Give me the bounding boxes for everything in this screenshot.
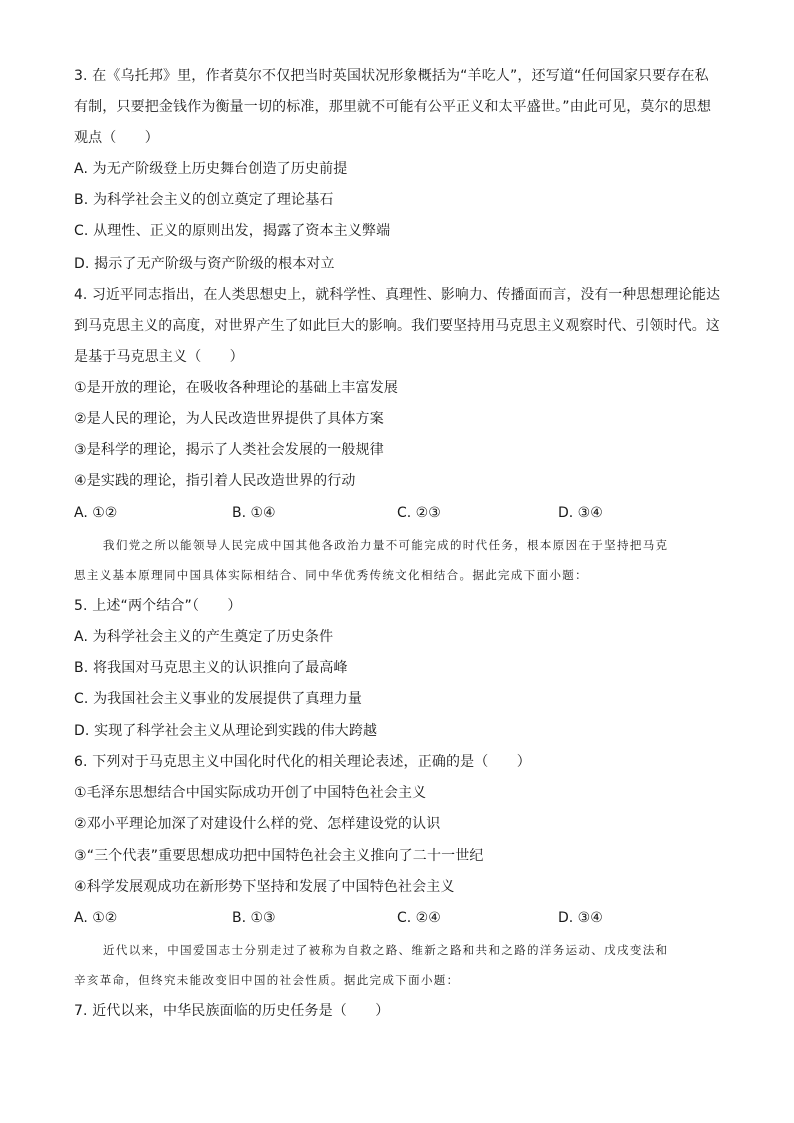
q3-option-a: A. 为无产阶级登上历史舞台创造了历史前提: [74, 161, 348, 177]
q6-stem: 6. 下列对于马克思主义中国化时代化的相关理论表述，正确的是（ ）: [74, 754, 531, 770]
q3-stem-line3: 观点（ ）: [74, 130, 159, 146]
q4-choice-a: A. ①②: [74, 505, 118, 521]
q3-option-d: D. 揭示了无产阶级与资产阶级的根本对立: [74, 256, 335, 272]
q4-stem-line3: 是基于马克思主义（ ）: [74, 349, 244, 365]
material1-line2: 思主义基本原理同中国具体实际相结合、同中华优秀传统文化相结合。据此完成下面小题：: [74, 568, 588, 582]
q4-stem-line2: 到马克思主义的高度，对世界产生了如此巨大的影响。我们要坚持用马克思主义观察时代、引领时代。这: [74, 318, 720, 334]
q3-option-c: C. 从理性、正义的原则出发，揭露了资本主义弊端: [74, 223, 391, 239]
q4-choices: [74, 503, 714, 523]
q4-choice-d: D. ③④: [558, 505, 603, 521]
q6-statement-2: ②邓小平理论加深了对建设什么样的党、怎样建设党的认识: [74, 816, 441, 832]
q6-choice-a: A. ①②: [74, 910, 118, 926]
q7-stem: 7. 近代以来，中华民族面临的历史任务是（ ）: [74, 1003, 390, 1019]
material1-line1: 我们党之所以能领导人民完成中国其他各政治力量不可能完成的时代任务，根本原因在于坚持把马克: [103, 538, 669, 552]
q4-choice-c: C. ②③: [397, 505, 441, 521]
q5-option-d: D. 实现了科学社会主义从理论到实践的伟大跨越: [74, 723, 378, 739]
q4-stem-line1: 4. 习近平同志指出，在人类思想史上，就科学性、真理性、影响力、传播面而言，没有一种思想理论能达: [74, 287, 721, 303]
q3-option-b: B. 为科学社会主义的创立奠定了理论基石: [74, 192, 334, 208]
material2-line2: 辛亥革命，但终究未能改变旧中国的社会性质。据此完成下面小题：: [74, 973, 460, 987]
q5-option-c: C. 为我国社会主义事业的发展提供了真理力量: [74, 691, 362, 707]
q5-stem: 5. 上述“两个结合”（ ）: [74, 598, 242, 614]
q5-option-b: B. 将我国对马克思主义的认识推向了最高峰: [74, 660, 348, 676]
q4-statement-3: ③是科学的理论，揭示了人类社会发展的一般规律: [74, 442, 384, 458]
material2-line1: 近代以来，中国爱国志士分别走过了被称为自救之路、维新之路和共和之路的洋务运动、戊戌变法和: [103, 943, 669, 957]
q4-choice-b: B. ①④: [232, 505, 276, 521]
q6-statement-1: ①毛泽东思想结合中国实际成功开创了中国特色社会主义: [74, 785, 427, 801]
q4-statement-1: ①是开放的理论，在吸收各种理论的基础上丰富发展: [74, 380, 398, 396]
q6-choice-d: D. ③④: [558, 910, 603, 926]
q6-statement-3: ③“三个代表”重要思想成功把中国特色社会主义推向了二十一世纪: [74, 848, 484, 864]
q3-stem-line1: 3. 在《乌托邦》里，作者莫尔不仅把当时英国状况形象概括为“羊吃人”，还写道“任何国家只要存在私: [74, 68, 709, 84]
q4-statement-4: ④是实践的理论，指引着人民改造世界的行动: [74, 473, 356, 489]
q4-statement-2: ②是人民的理论，为人民改造世界提供了具体方案: [74, 411, 384, 427]
q6-choice-c: C. ②④: [397, 910, 441, 926]
q6-statement-4: ④科学发展观成功在新形势下坚持和发展了中国特色社会主义: [74, 879, 455, 895]
q6-choice-b: B. ①③: [232, 910, 276, 926]
q5-option-a: A. 为科学社会主义的产生奠定了历史条件: [74, 629, 334, 645]
q3-stem-line2: 有制，只要把金钱作为衡量一切的标准，那里就不可能有公平正义和太平盛世。”由此可见，莫尔的思想: [74, 99, 712, 115]
q6-choices: [74, 908, 714, 928]
